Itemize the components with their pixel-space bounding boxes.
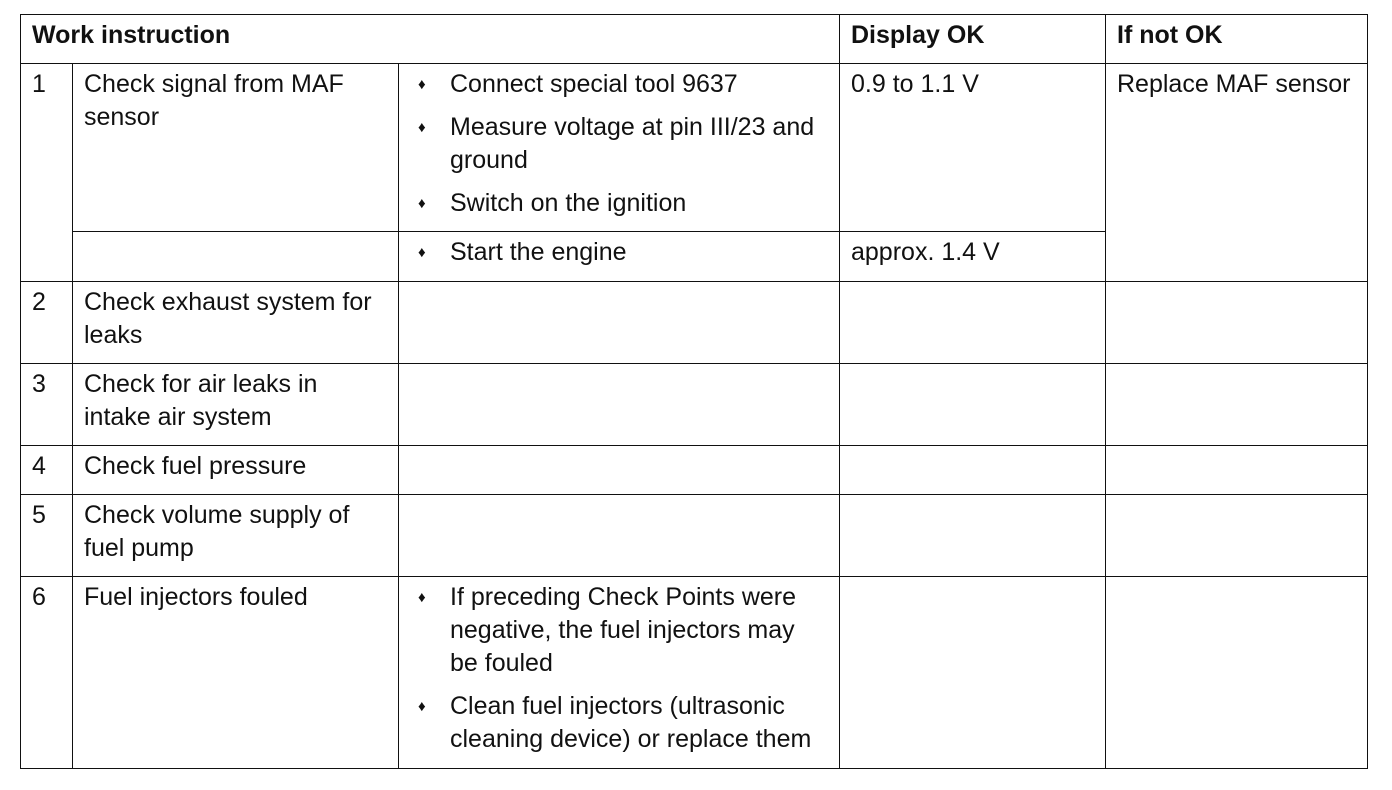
if-not-ok-cell bbox=[1106, 446, 1368, 495]
instruction-cell: Check exhaust system for leaks bbox=[73, 282, 399, 364]
step-text: Start the engine bbox=[450, 238, 627, 266]
steps-cell bbox=[399, 495, 840, 577]
step-number: 2 bbox=[21, 282, 73, 364]
diamond-bullet-icon: ♦ bbox=[418, 698, 426, 715]
header-display-ok: Display OK bbox=[840, 15, 1106, 64]
steps-cell bbox=[399, 232, 840, 282]
steps-cell bbox=[399, 64, 840, 232]
step-text: Clean fuel injectors (ultrasonic cleaning device) or replace them bbox=[450, 692, 812, 753]
diamond-bullet-icon: ♦ bbox=[418, 589, 426, 606]
step-item bbox=[410, 68, 829, 101]
display-ok-cell bbox=[840, 364, 1106, 446]
display-ok-cell: approx. 1.4 V bbox=[840, 232, 1106, 282]
steps-cell bbox=[399, 577, 840, 769]
display-ok-cell bbox=[840, 577, 1106, 769]
step-item bbox=[410, 236, 829, 269]
step-number: 1 bbox=[21, 64, 73, 282]
step-item bbox=[410, 690, 829, 756]
table-row bbox=[21, 364, 1368, 446]
steps-cell bbox=[399, 364, 840, 446]
if-not-ok-cell bbox=[1106, 577, 1368, 769]
instruction-cell bbox=[73, 232, 399, 282]
display-ok-cell: 0.9 to 1.1 V bbox=[840, 64, 1106, 232]
step-number: 5 bbox=[21, 495, 73, 577]
header-work-instruction: Work instruction bbox=[21, 15, 840, 64]
if-not-ok-cell bbox=[1106, 282, 1368, 364]
display-ok-cell bbox=[840, 282, 1106, 364]
step-text: Measure voltage at pin III/23 and ground bbox=[450, 113, 815, 174]
table-row bbox=[21, 495, 1368, 577]
table-row bbox=[21, 282, 1368, 364]
header-row bbox=[21, 15, 1368, 64]
step-item bbox=[410, 111, 829, 177]
work-instruction-table bbox=[20, 14, 1368, 769]
table-row bbox=[21, 577, 1368, 769]
step-text: Switch on the ignition bbox=[450, 189, 687, 217]
step-list bbox=[410, 236, 829, 269]
display-ok-cell bbox=[840, 446, 1106, 495]
if-not-ok-cell bbox=[1106, 495, 1368, 577]
instruction-cell: Check signal from MAF sensor bbox=[73, 64, 399, 232]
diamond-bullet-icon: ♦ bbox=[418, 244, 426, 261]
table-row bbox=[21, 64, 1368, 232]
display-ok-cell bbox=[840, 495, 1106, 577]
step-list bbox=[410, 68, 829, 220]
if-not-ok-cell: Replace MAF sensor bbox=[1106, 64, 1368, 282]
step-text: Connect special tool 9637 bbox=[450, 70, 738, 98]
step-item bbox=[410, 581, 829, 680]
step-list bbox=[410, 581, 829, 756]
table-row bbox=[21, 446, 1368, 495]
header-if-not-ok: If not OK bbox=[1106, 15, 1368, 64]
diamond-bullet-icon: ♦ bbox=[418, 76, 426, 93]
step-number: 6 bbox=[21, 577, 73, 769]
diamond-bullet-icon: ♦ bbox=[418, 119, 426, 136]
step-item bbox=[410, 187, 829, 220]
steps-cell bbox=[399, 446, 840, 495]
instruction-cell: Check for air leaks in intake air system bbox=[73, 364, 399, 446]
step-number: 4 bbox=[21, 446, 73, 495]
steps-cell bbox=[399, 282, 840, 364]
instruction-cell: Check fuel pressure bbox=[73, 446, 399, 495]
step-text: If preceding Check Points were negative, the fuel injectors may be fouled bbox=[450, 583, 797, 677]
instruction-cell: Fuel injectors fouled bbox=[73, 577, 399, 769]
step-number: 3 bbox=[21, 364, 73, 446]
diamond-bullet-icon: ♦ bbox=[418, 195, 426, 212]
if-not-ok-cell bbox=[1106, 364, 1368, 446]
instruction-cell: Check volume supply of fuel pump bbox=[73, 495, 399, 577]
